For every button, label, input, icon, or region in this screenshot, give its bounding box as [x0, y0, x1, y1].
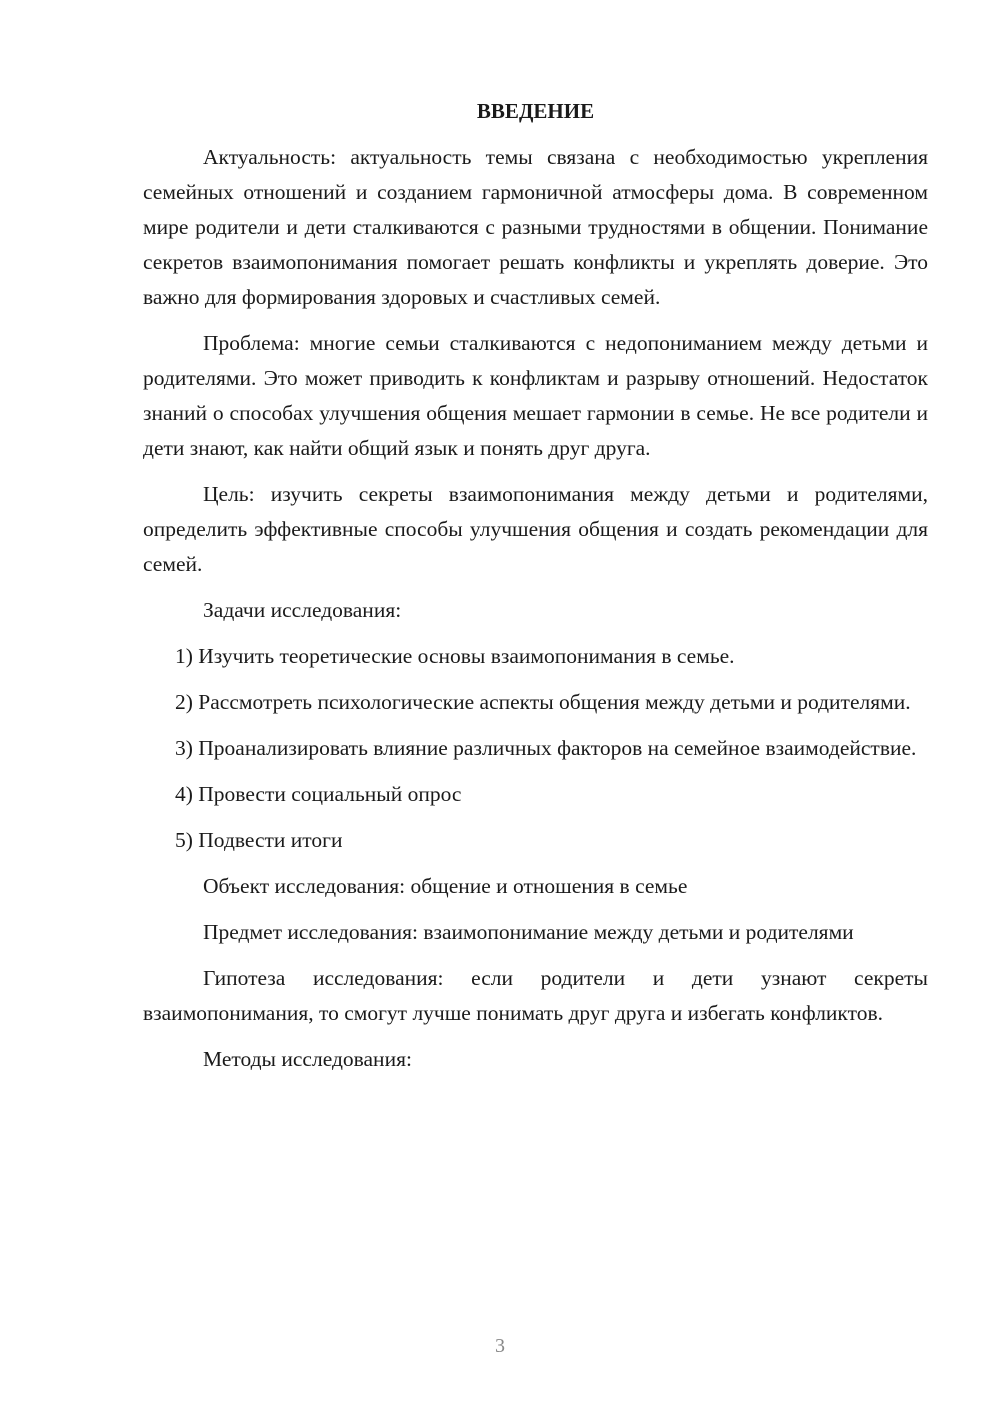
problem-paragraph: Проблема: многие семьи сталкиваются с недопониманием между детьми и родителями. Это может приводить к конфликтам и разрыву отношений. Недостаток знаний о способах улучшения общения мешает гармонии в семье. Не все родители и дети знают, как найти общий язык и понять друг друга.	[143, 331, 928, 460]
task-item: 5) Подвести итоги	[175, 828, 343, 852]
task-item: 2) Рассмотреть психологические аспекты общения между детьми и родителями.	[175, 690, 911, 714]
task-item: 4) Провести социальный опрос	[175, 782, 462, 806]
object-paragraph: Объект исследования: общение и отношения в семье	[203, 874, 688, 898]
subject-paragraph: Предмет исследования: взаимопонимание между детьми и родителями	[203, 920, 854, 944]
relevance-paragraph: Актуальность: актуальность темы связана с необходимостью укрепления семейных отношений и созданием гармоничной атмосферы дома. В современном мире родители и дети сталкиваются с разными трудностями в общении. Понимание секретов взаимопонимания помогает решать конфликты и укреплять доверие. Это важно для формирования здоровых и счастливых семей.	[143, 145, 928, 309]
page-number: 3	[495, 1335, 505, 1357]
methods-heading: Методы исследования:	[203, 1047, 412, 1071]
task-item: 3) Проанализировать влияние различных факторов на семейное взаимодействие.	[175, 736, 917, 760]
section-title: ВВЕДЕНИЕ	[476, 99, 595, 123]
tasks-heading: Задачи исследования:	[203, 598, 402, 622]
task-item: 1) Изучить теоретические основы взаимопонимания в семье.	[175, 644, 735, 668]
page-content	[143, 96, 928, 1088]
goal-paragraph: Цель: изучить секреты взаимопонимания между детьми и родителями, определить эффективные способы улучшения общения и создать рекомендации для семей.	[143, 482, 928, 576]
hypothesis-paragraph: Гипотеза исследования: если родители и дети узнают секреты взаимопонимания, то смогут лучше понимать друг друга и избегать конфликтов.	[143, 966, 928, 1025]
